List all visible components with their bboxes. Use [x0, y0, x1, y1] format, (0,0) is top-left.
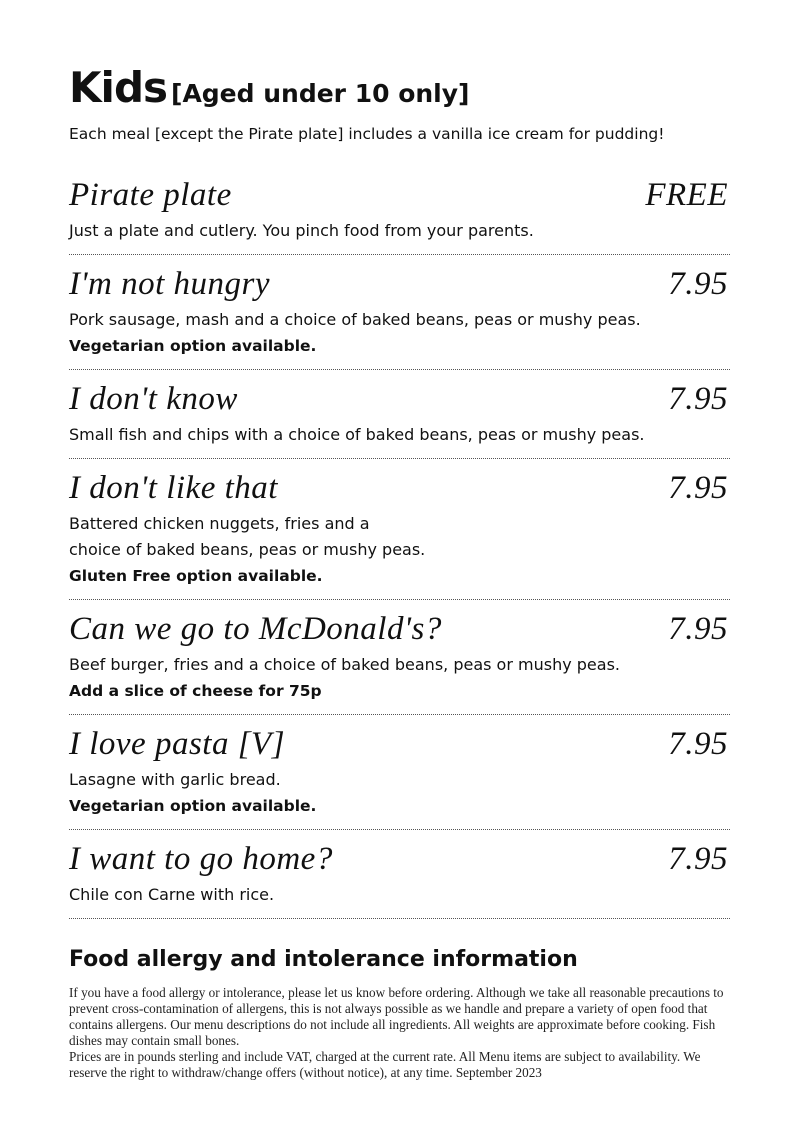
- allergy-heading: Food allergy and intolerance information: [69, 947, 578, 972]
- item-name: Can we go to McDonald's?: [69, 610, 442, 647]
- item-price: 7.95: [668, 610, 728, 647]
- item-description: Chile con Carne with rice.: [69, 885, 275, 904]
- menu-item: [69, 600, 730, 715]
- menu-page: [69, 62, 730, 1081]
- item-note: Add a slice of cheese for 75p: [69, 682, 322, 700]
- age-note: [Aged under 10 only]: [171, 79, 470, 108]
- menu-item: [69, 150, 730, 255]
- item-name: I love pasta [V]: [69, 725, 286, 762]
- item-name: I want to go home?: [69, 840, 333, 877]
- item-price: FREE: [645, 176, 728, 213]
- prices-paragraph: Prices are in pounds sterling and include VAT, charged at the current rate. All Menu items are subject to availability. We reserve the right to withdraw/change offers (without notice), at any time. September 2023: [69, 1049, 701, 1080]
- item-price: 7.95: [668, 840, 728, 877]
- item-description: Just a plate and cutlery. You pinch food from your parents.: [69, 221, 534, 240]
- item-note: Gluten Free option available.: [69, 567, 323, 585]
- title-text: Kids: [69, 63, 168, 112]
- menu-item: [69, 370, 730, 459]
- item-description: Battered chicken nuggets, fries and a: [69, 514, 370, 533]
- menu-item: [69, 459, 730, 600]
- item-description: Small fish and chips with a choice of baked beans, peas or mushy peas.: [69, 425, 645, 444]
- menu-item: [69, 715, 730, 830]
- menu-items: [69, 150, 730, 919]
- item-description: choice of baked beans, peas or mushy peas.: [69, 540, 426, 559]
- menu-item: [69, 830, 730, 919]
- page-title: [69, 62, 730, 120]
- item-note: Vegetarian option available.: [69, 797, 317, 815]
- item-header: [69, 376, 730, 422]
- item-note: Vegetarian option available.: [69, 337, 317, 355]
- item-price: 7.95: [668, 380, 728, 417]
- item-price: 7.95: [668, 265, 728, 302]
- item-description: Beef burger, fries and a choice of baked beans, peas or mushy peas.: [69, 655, 620, 674]
- subtitle: Each meal [except the Pirate plate] includes a vanilla ice cream for pudding!: [69, 125, 665, 143]
- item-header: [69, 465, 730, 511]
- allergy-paragraph: If you have a food allergy or intolerance, please let us know before ordering. Although we take all reasonable precautions to prevent cross-contamination of allergens, this is not always possible as we handle and prepare a variety of open food that contains allergens. Our menu descriptions do not include all ingredients. All weights are approximate before cooking. Fish dishes may contain small bones.: [69, 985, 724, 1048]
- item-name: I don't like that: [69, 469, 278, 506]
- item-description: Lasagne with garlic bread.: [69, 770, 281, 789]
- item-name: I'm not hungry: [69, 265, 271, 302]
- item-header: [69, 172, 730, 218]
- item-header: [69, 836, 730, 882]
- item-header: [69, 606, 730, 652]
- allergy-text: [69, 985, 730, 1081]
- item-price: 7.95: [668, 725, 728, 762]
- item-price: 7.95: [668, 469, 728, 506]
- item-name: Pirate plate: [69, 176, 232, 213]
- item-description: Pork sausage, mash and a choice of baked beans, peas or mushy peas.: [69, 310, 641, 329]
- item-header: [69, 261, 730, 307]
- item-name: I don't know: [69, 380, 238, 417]
- item-header: [69, 721, 730, 767]
- menu-item: [69, 255, 730, 370]
